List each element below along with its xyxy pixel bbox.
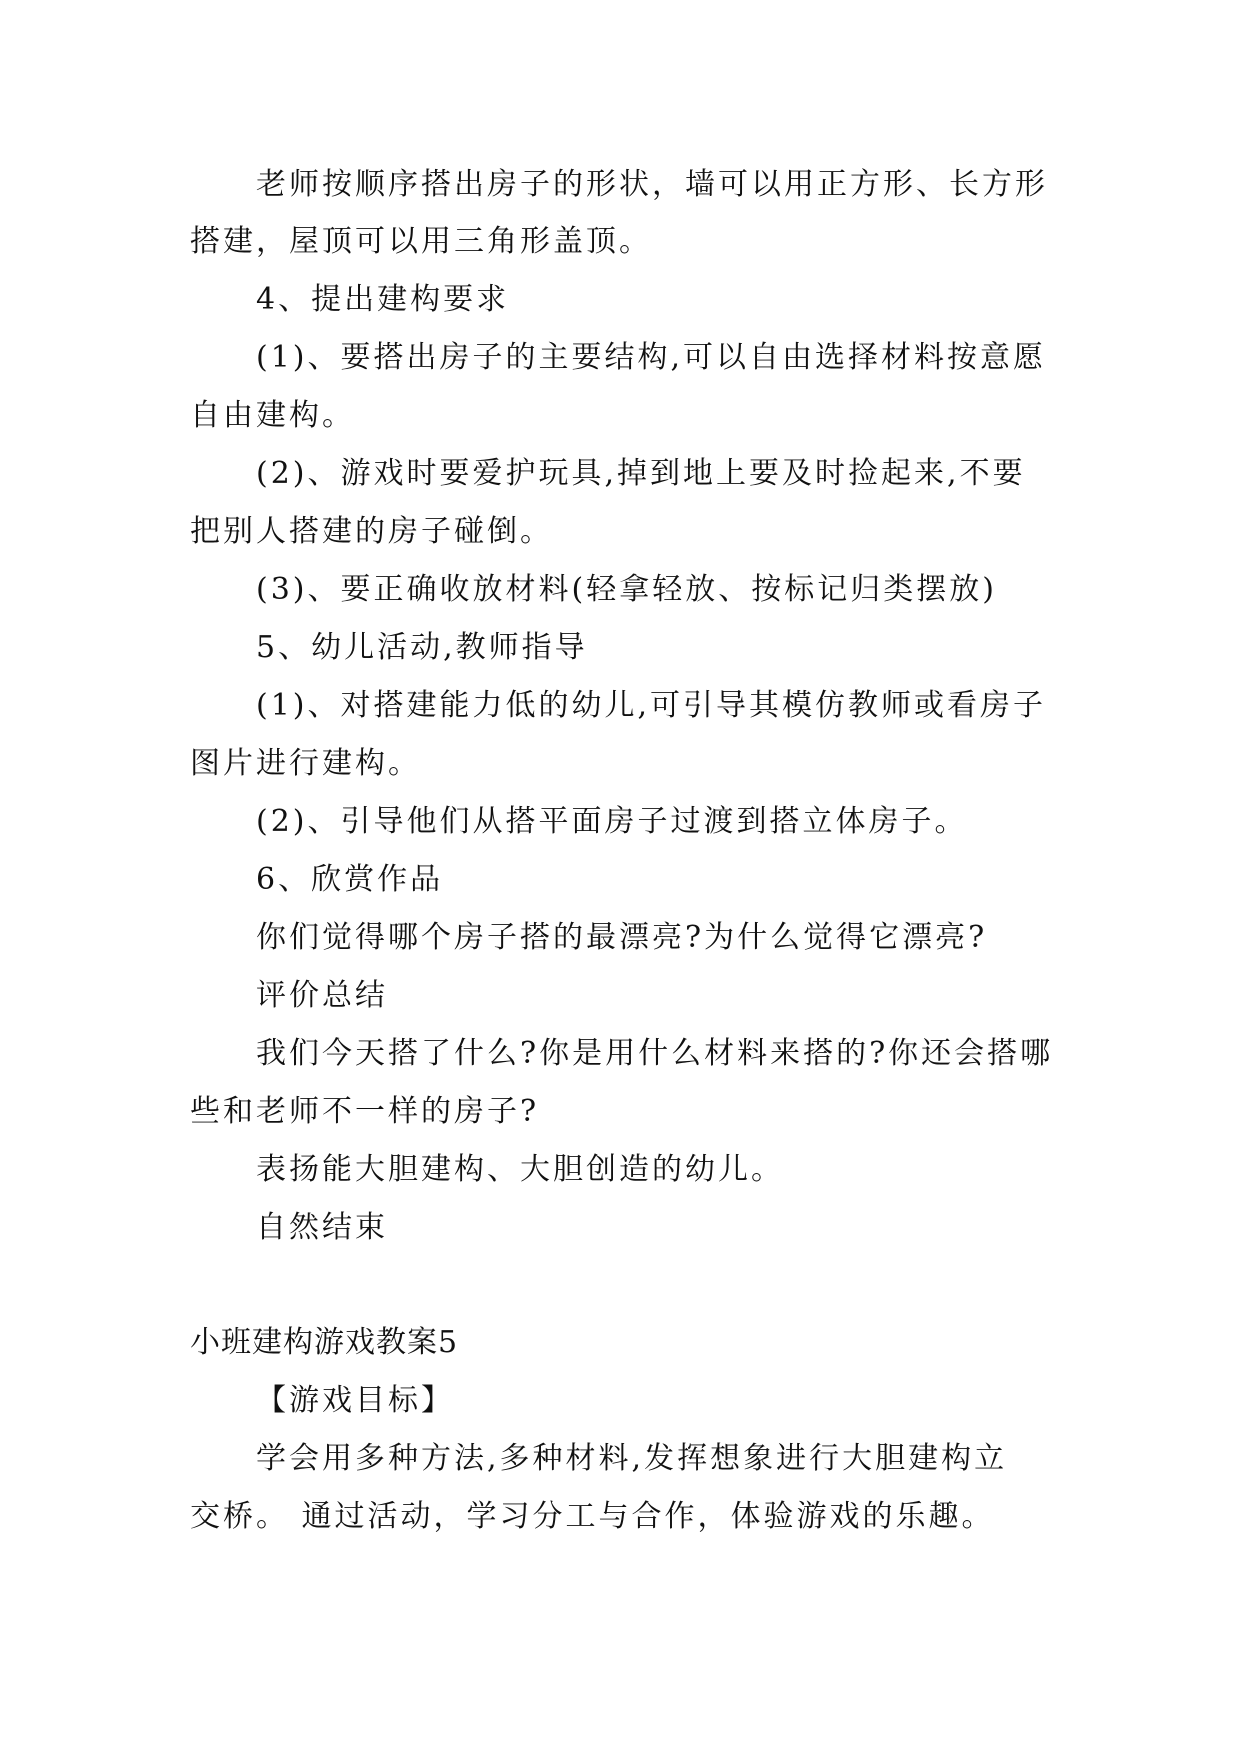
- step-heading: 6、欣赏作品: [256, 862, 444, 897]
- step-heading: 4、提出建构要求: [256, 282, 510, 317]
- paragraph-line: 表扬能大胆建构、大胆创造的幼儿。: [256, 1152, 784, 1187]
- paragraph-line: 交桥。 通过活动，学习分工与合作，体验游戏的乐趣。: [190, 1499, 995, 1534]
- paragraph-line: 自由建构。: [190, 398, 355, 433]
- paragraph-line: (1)、对搭建能力低的幼儿,可引导其模仿教师或看房子: [256, 688, 1047, 723]
- paragraph-line: 搭建，屋顶可以用三角形盖顶。: [190, 224, 652, 259]
- paragraph-line: 自然结束: [256, 1210, 388, 1245]
- paragraph-line: (2)、游戏时要爱护玩具,掉到地上要及时捡起来,不要: [256, 456, 1026, 491]
- step-heading: 5、幼儿活动,教师指导: [256, 630, 588, 665]
- paragraph-line: 些和老师不一样的房子?: [190, 1094, 540, 1129]
- paragraph-line: 老师按顺序搭出房子的形状，墙可以用正方形、长方形: [256, 167, 1048, 202]
- section-title: 小班建构游戏教案5: [190, 1325, 459, 1360]
- paragraph-line: 图片进行建构。: [190, 746, 421, 781]
- step-heading: 评价总结: [256, 978, 388, 1013]
- paragraph-line: 你们觉得哪个房子搭的最漂亮?为什么觉得它漂亮?: [256, 920, 988, 955]
- paragraph-line: (2)、引导他们从搭平面房子过渡到搭立体房子。: [256, 804, 968, 839]
- paragraph-line: 把别人搭建的房子碰倒。: [190, 514, 553, 549]
- paragraph-line: 我们今天搭了什么?你是用什么材料来搭的?你还会搭哪: [256, 1036, 1054, 1071]
- paragraph-line: (1)、要搭出房子的主要结构,可以自由选择材料按意愿: [256, 340, 1047, 375]
- paragraph-line: 学会用多种方法,多种材料,发挥想象进行大胆建构立: [256, 1441, 1008, 1476]
- paragraph-line: (3)、要正确收放材料(轻拿轻放、按标记归类摆放): [256, 572, 997, 607]
- section-subheading: 【游戏目标】: [256, 1383, 454, 1418]
